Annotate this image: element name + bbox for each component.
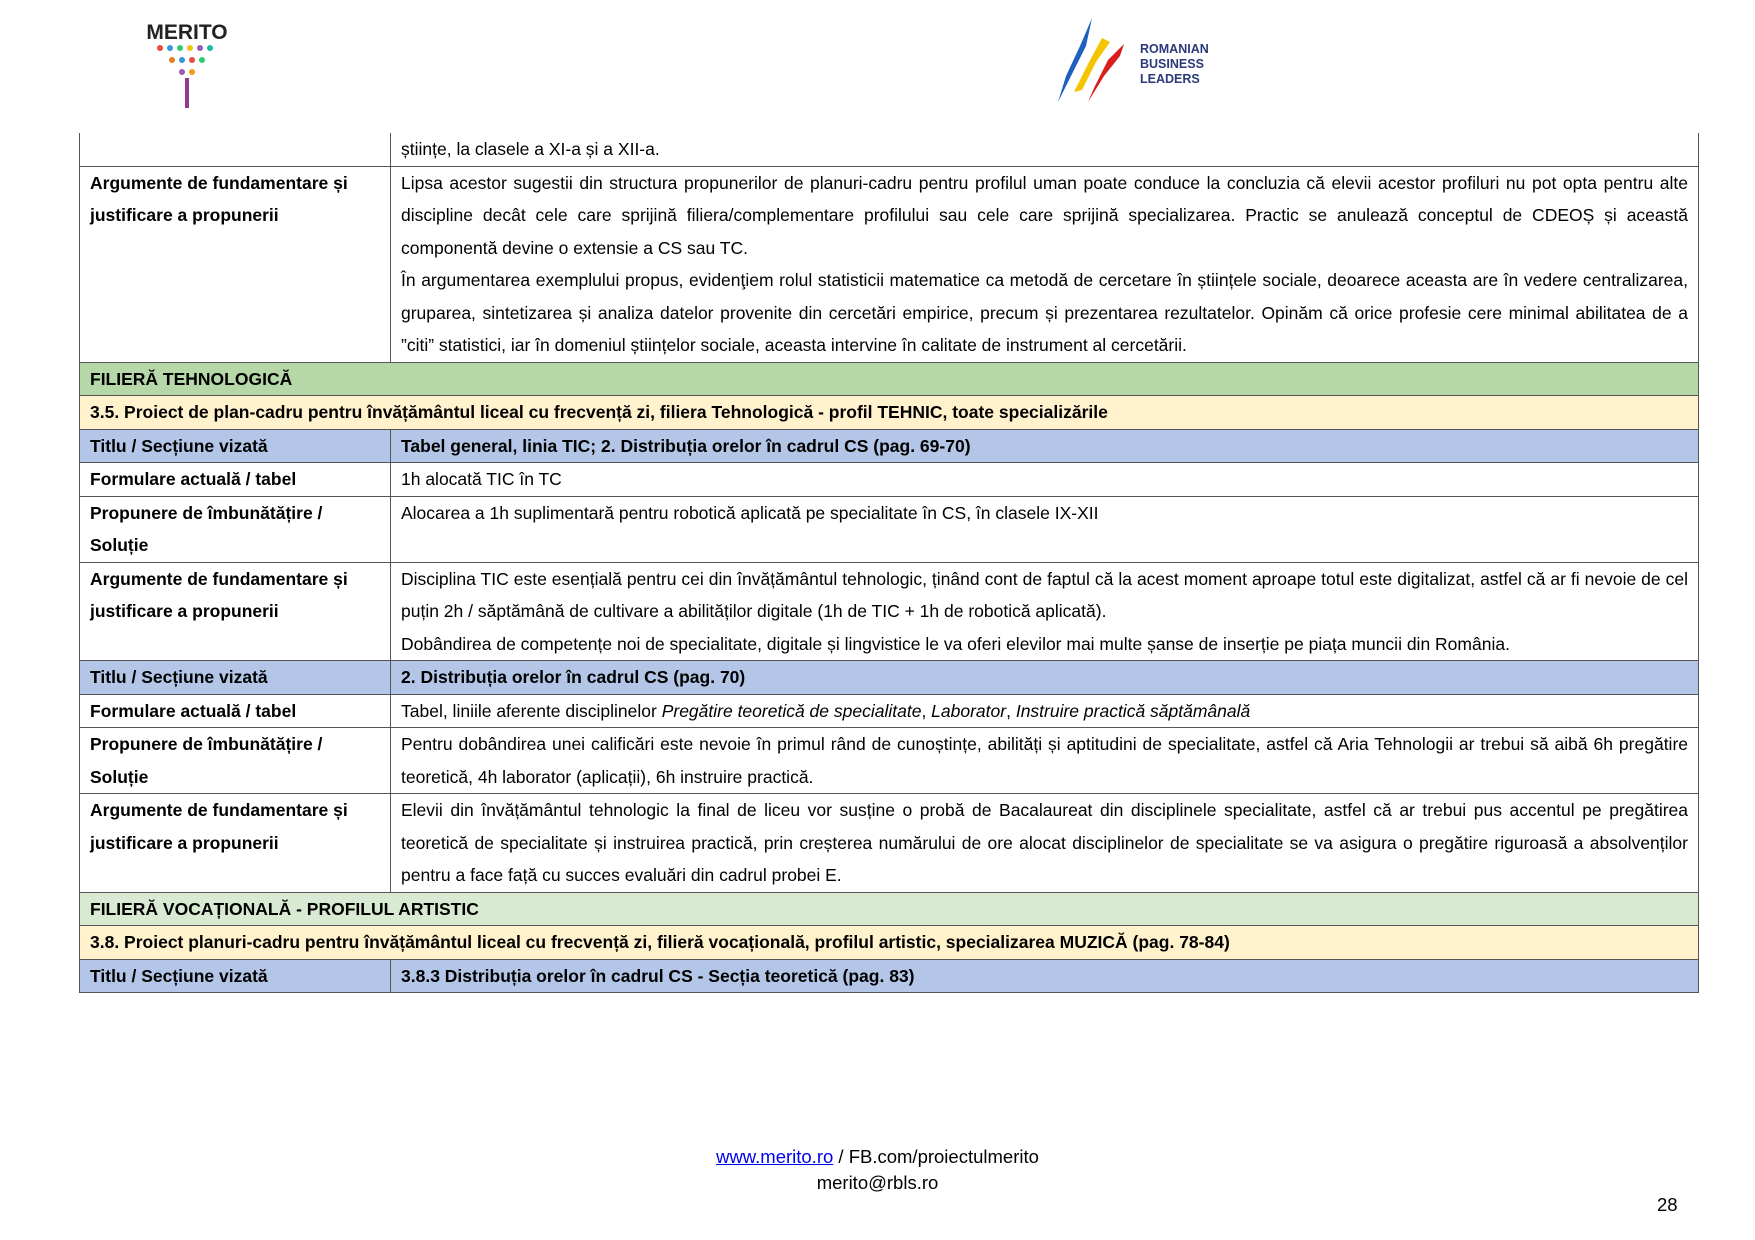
row-label: Formulare actuală / tabel	[80, 694, 391, 728]
row-label: Titlu / Secțiune vizată	[80, 959, 391, 993]
logo-line: BUSINESS	[1140, 57, 1204, 71]
email-text: merito@rbls.ro	[816, 1172, 939, 1193]
text: ,	[1006, 700, 1016, 721]
text: ,	[921, 700, 932, 721]
row-label: Argumente de fundamentare și justificare a propunerii	[80, 562, 391, 661]
page-footer	[0, 1144, 1755, 1196]
text: Tabel, liniile aferente disciplinelor	[401, 700, 662, 721]
svg-text:MERITO: MERITO	[146, 21, 228, 44]
cell-value: Pentru dobândirea unei calificări este nevoie în primul rând de cunoștințe, abilități și aptitudini de specialitate, astfel că Aria Tehnologii ar trebui să aibă 6h pregătire teoretică, 4h laborator (aplicații), 6h instruire practică.	[391, 728, 1699, 794]
paragraph: Lipsa acestor sugestii din structura propunerilor de planuri-cadru pentru profilul uman poate conduce la concluzia că elevii acestor profiluri nu pot opta pentru alte discipline decât cele care sprijină filiera/complementare profilului sau cele care sprijină specializarea. Practic se anulează conceptul de CDEOȘ și această componentă devine o extensie a CS sau TC.	[401, 172, 1688, 258]
subsection-row	[80, 396, 1699, 430]
subsection-heading: 3.8. Proiect planuri-cadru pentru învățământul liceal cu frecvență zi, filieră vocațională, profilul artistic, specializarea MUZICĂ (pag. 78-84)	[80, 926, 1699, 960]
table-row	[80, 133, 1699, 166]
page-number: 28	[1657, 1194, 1678, 1215]
cell-value: Alocarea a 1h suplimentară pentru robotică aplicată pe specialitate în CS, în clasele IX-XII	[391, 496, 1699, 562]
cell-value: Elevii din învățământul tehnologic la final de liceu vor susține o probă de Bacalaureat din disciplinele specialitate, astfel că ar trebui pus accentul pe pregătirea teoretică de specialitate și instruirea practică, prin creșterea numărului de ore alocat disciplinelor de specialitate se va asigura o pregătire riguroasă a absolvenților pentru a face față cu succes evaluări din cadrul probei E.	[391, 794, 1699, 893]
cell-value: Tabel general, linia TIC; 2. Distribuția orelor în cadrul CS (pag. 69-70)	[391, 429, 1699, 463]
table-row	[80, 166, 1699, 362]
logo-line: ROMANIAN	[1140, 42, 1209, 56]
table-row	[80, 496, 1699, 562]
cell-value: 3.8.3 Distribuția orelor în cadrul CS - Secția teoretică (pag. 83)	[391, 959, 1699, 993]
row-label: Argumente de fundamentare și justificare a propunerii	[80, 794, 391, 893]
paragraph: Disciplina TIC este esențială pentru cei din învățământul tehnologic, ținând cont de faptul că la acest moment aproape totul este digitalizat, astfel că ar fi nevoie de cel puțin 2h / săptămână de cultivare a abilităților digitale (1h de TIC + 1h de robotică aplicată).	[401, 568, 1688, 621]
facebook-text: / FB.com/proiectulmerito	[833, 1146, 1039, 1167]
row-label: Titlu / Secțiune vizată	[80, 661, 391, 695]
row-label: Formulare actuală / tabel	[80, 463, 391, 497]
cell-value: 1h alocată TIC în TC	[391, 463, 1699, 497]
subsection-heading: 3.5. Proiect de plan-cadru pentru învățământul liceal cu frecvență zi, filiera Tehnologică - profil TEHNIC, toate specializările	[80, 396, 1699, 430]
row-label: Propunere de îmbunătățire / Soluție	[80, 728, 391, 794]
section-row	[80, 362, 1699, 396]
row-label: Titlu / Secțiune vizată	[80, 429, 391, 463]
italic-term: Instruire practică săptămânală	[1015, 700, 1251, 721]
cell-value	[391, 694, 1699, 728]
section-heading: FILIERĂ VOCAȚIONALĂ - PROFILUL ARTISTIC	[80, 892, 1699, 926]
row-label: Propunere de îmbunătățire / Soluție	[80, 496, 391, 562]
table-row	[80, 794, 1699, 893]
section-row	[80, 892, 1699, 926]
paragraph: În argumentarea exemplului propus, evidenţiem rolul statisticii matematice ca metodă de cercetare în științele sociale, deoarece aceasta are în vedere centralizarea, gruparea, sintetizarea și analiza datelor provenite din cercetări empirice, precum și prezentarea rezultatelor. Opinăm că orice profesie cere minimal abilitatea de a ”citi” statistici, iar în domeniul științelor sociale, aceasta intervine în calitate de instrument al cercetării.	[401, 270, 1688, 355]
cell-value: 2. Distribuția orelor în cadrul CS (pag. 70)	[391, 661, 1699, 695]
table-row	[80, 562, 1699, 661]
merito-logo	[140, 16, 235, 111]
table-row	[80, 661, 1699, 695]
cell-value: științe, la clasele a XI-a și a XII-a.	[391, 133, 1699, 166]
table-row	[80, 429, 1699, 463]
italic-term: Laborator	[931, 700, 1007, 721]
table-row	[80, 728, 1699, 794]
section-heading: FILIERĂ TEHNOLOGICĂ	[80, 362, 1699, 396]
row-label: Argumente de fundamentare și justificare a propunerii	[80, 166, 391, 362]
romanian-business-leaders-logo	[1052, 16, 1222, 104]
logo-line: LEADERS	[1140, 72, 1200, 86]
subsection-row	[80, 926, 1699, 960]
table-row	[80, 694, 1699, 728]
table-row	[80, 959, 1699, 993]
paragraph: Dobândirea de competențe noi de specialitate, digitale și lingvistice le va oferi elevilor mai multe șanse de inserție pe piața muncii din România.	[401, 633, 1510, 654]
proposals-table	[79, 133, 1699, 993]
table-row	[80, 463, 1699, 497]
website-link[interactable]: www.merito.ro	[716, 1146, 834, 1167]
italic-term: Pregătire teoretică de specialitate	[661, 700, 922, 721]
